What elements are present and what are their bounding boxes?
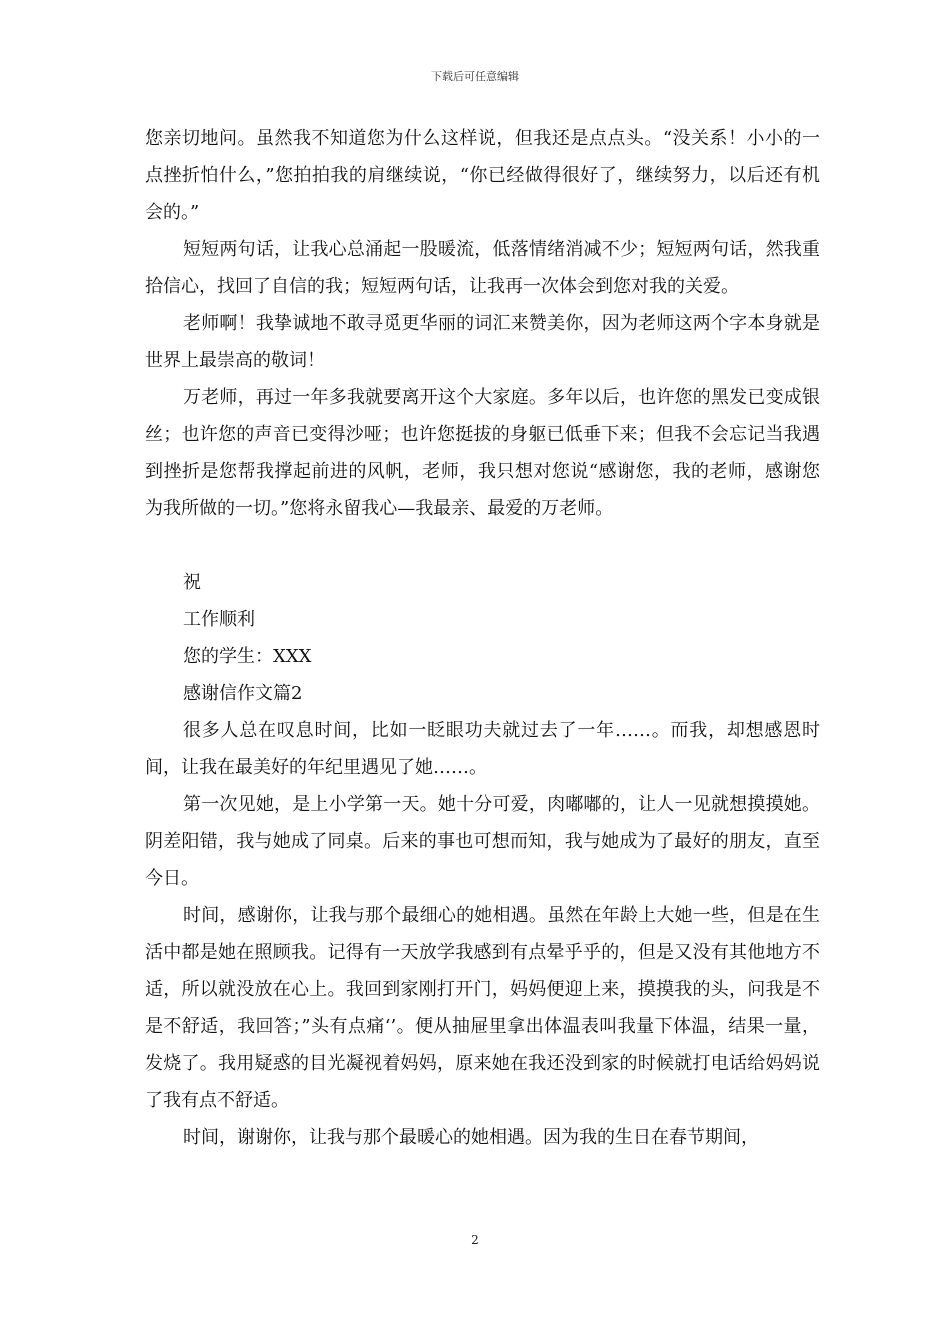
- paragraph: 短短两句话，让我心总涌起一股暖流，低落情绪消减不少；短短两句话，然我重拾信心，找回了自信的我；短短两句话，让我再一次体会到您对我的关爱。: [145, 239, 820, 297]
- signature-line: 您的学生：XXX: [183, 646, 312, 667]
- paragraph: 很多人总在叹息时间，比如一眨眼功夫就过去了一年……。而我，却想感恩时间，让我在最美好的年纪里遇见了她……。: [145, 720, 820, 778]
- section-heading: 感谢信作文篇2: [183, 683, 303, 704]
- page-header: 下载后可任意编辑: [431, 70, 519, 83]
- document-body: [145, 120, 820, 1156]
- page-number: 2: [471, 1233, 479, 1247]
- closing-salutation: 祝: [183, 572, 201, 593]
- blank-line: [145, 527, 820, 564]
- paragraph: 时间，感谢你，让我与那个最细心的她相遇。虽然在年龄上大她一些，但是在生活中都是她在照顾我。记得有一天放学我感到有点晕乎乎的，但是又没有其他地方不适，所以就没放在心上。我回到家刚打开门，妈妈便迎上来，摸摸我的头，问我是不是不舒适，我回答；”头有点痛‘’。便从抽屉里拿出体温表叫我量下体温，结果一量，发烧了。我用疑惑的目光凝视着妈妈，原来她在我还没到家的时候就打电话给妈妈说了我有点不舒适。: [145, 905, 820, 1111]
- paragraph: 老师啊！我挚诚地不敢寻觅更华丽的词汇来赞美你，因为老师这两个字本身就是世界上最崇高的敬词！: [145, 313, 820, 371]
- paragraph: 第一次见她，是上小学第一天。她十分可爱，肉嘟嘟的，让人一见就想摸摸她。阴差阳错，我与她成了同桌。后来的事也可想而知，我与她成为了最好的朋友，直至今日。: [145, 794, 820, 889]
- paragraph: 您亲切地问。虽然我不知道您为什么这样说，但我还是点点头。“没关系！小小的一点挫折怕什么，”您拍拍我的肩继续说，“你已经做得很好了，继续努力，以后还有机会的。”: [145, 128, 820, 223]
- closing-wish: 工作顺利: [183, 609, 255, 630]
- paragraph: 时间，谢谢你，让我与那个最暖心的她相遇。因为我的生日在春节期间，: [183, 1127, 759, 1148]
- paragraph: 万老师，再过一年多我就要离开这个大家庭。多年以后，也许您的黑发已变成银丝；也许您的声音已变得沙哑；也许您挺拔的身躯已低垂下来；但我不会忘记当我遇到挫折是您帮我撑起前进的风帆，老师，我只想对您说“感谢您，我的老师，感谢您为我所做的一切。”您将永留我心—我最亲、最爱的万老师。: [145, 387, 820, 519]
